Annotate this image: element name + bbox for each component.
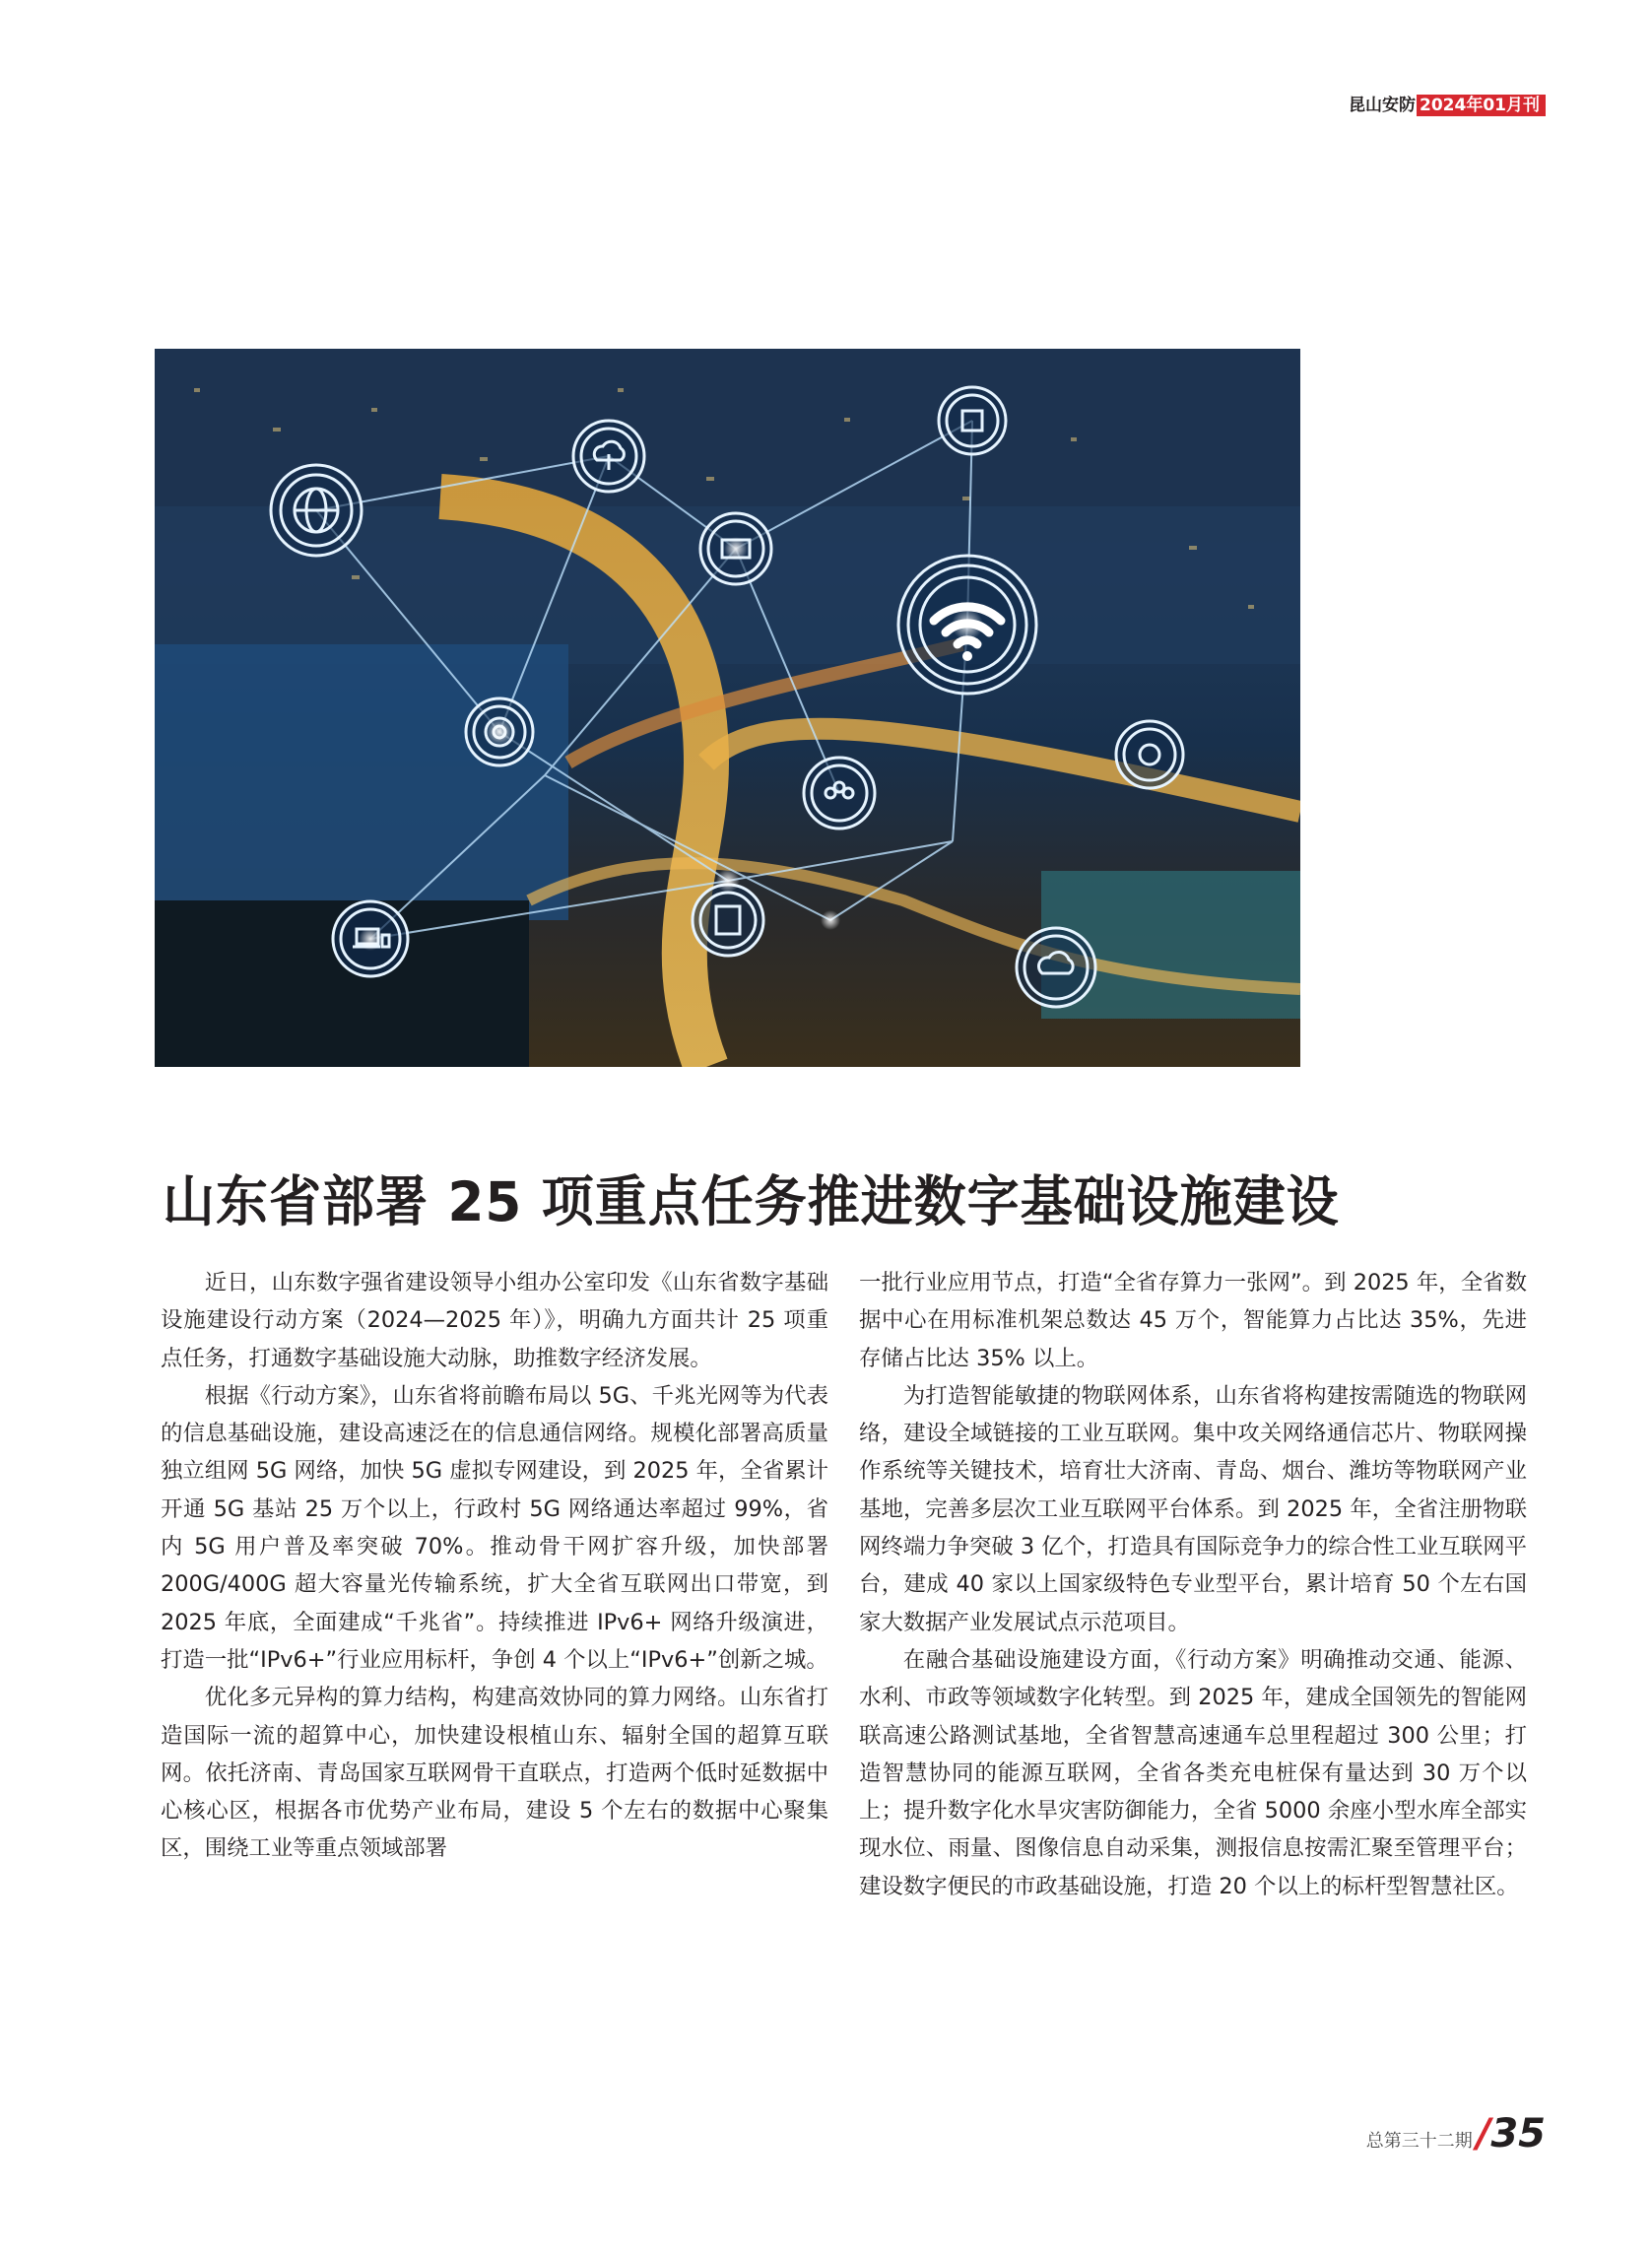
chip-node bbox=[939, 387, 1006, 454]
article-body-right-column bbox=[859, 1264, 1527, 1905]
globe-node bbox=[271, 465, 362, 556]
paragraph: 根据《行动方案》，山东省将前瞻布局以 5G、千兆光网等为代表的信息基础设施，建设高速泛在的信息通信网络。规模化部署高质量独立组网 5G 网络，加快 5G 虚拟专网建设，到 2025 年，全省累计开通 5G 基站 25 万个以上，行政村 5G 网络通达率超过 99%，省内 5G 用户普及率突破 70%。推动骨干网扩容升级，加快部署 200G/400G 超大容量光传输系统，扩大全省互联网出口带宽，到 2025 年底，全面建成“千兆省”。持续推进 IPv6+ 网络升级演进，打造一批“IPv6+”行业应用标杆，争创 4 个以上“IPv6+”创新之城。 bbox=[161, 1382, 828, 1673]
hero-image bbox=[155, 349, 1300, 1067]
people-node bbox=[804, 758, 875, 829]
page-footer bbox=[1366, 2111, 1546, 2157]
paragraph: 为打造智能敏捷的物联网体系，山东省将构建按需随选的物联网络，建设全域链接的工业互联网。集中攻关网络通信芯片、物联网操作系统等关键技术，培育壮大济南、青岛、烟台、潍坊等物联网产业基地，完善多层次工业互联网平台体系。到 2025 年，全省注册物联网终端力争突破 3 亿个，打造具有国际竞争力的综合性工业互联网平台，建成 40 家以上国家级特色专业型平台，累计培育 50 个左右国家大数据产业发展试点示范项目。 bbox=[859, 1382, 1527, 1635]
paragraph: 在融合基础设施建设方面，《行动方案》明确推动交通、能源、水利、市政等领域数字化转型。到 2025 年，建成全国领先的智能网联高速公路测试基地，全省智慧高速通车总里程超过 300 公里；打造智慧协同的能源互联网，全省各类充电桩保有量达到 30 万个以上；提升数字化水旱灾害防御能力，全省 5000 余座小型水库全部实现水位、雨量、图像信息自动采集，测报信息按需汇聚至管理平台；建设数字便民的市政基础设施，打造 20 个以上的标杆型智慧社区。 bbox=[859, 1646, 1527, 1899]
issue-series: 总第三十二期 bbox=[1365, 2131, 1473, 2152]
issue-badge: 2024年01月刊 bbox=[1417, 95, 1546, 116]
gear-node bbox=[1116, 721, 1183, 788]
paragraph: 近日，山东数字强省建设领导小组办公室印发《山东省数字基础设施建设行动方案（2024—2025 年）》，明确九方面共计 25 项重点任务，打通数字基础设施大动脉，助推数字经济发展。 bbox=[161, 1270, 828, 1371]
cloud-upload-node bbox=[573, 421, 644, 492]
cloud-sync-node bbox=[1017, 928, 1095, 1007]
network-city-illustration bbox=[155, 349, 1300, 1067]
paragraph-continued: 一批行业应用节点，打造“全省存算力一张网”。到 2025 年，全省数据中心在用标准机架总数达 45 万个，智能算力占比达 35%，先进存储占比达 35% 以上。 bbox=[859, 1270, 1527, 1371]
page-number: 35 bbox=[1490, 2111, 1546, 2157]
article-body-left-column bbox=[161, 1264, 828, 1868]
paragraph: 优化多元异构的算力结构，构建高效协同的算力网络。山东省打造国际一流的超算中心，加快建设根植山东、辐射全国的超算互联网。依托济南、青岛国家互联网骨干直联点，打造两个低时延数据中心核心区，根据各市优势产业布局，建设 5 个左右的数据中心聚集区，围绕工业等重点领域部署 bbox=[161, 1685, 828, 1862]
article-title: 山东省部署 25 项重点任务推进数字基础设施建设 bbox=[163, 1170, 1340, 1234]
running-header bbox=[1349, 95, 1546, 116]
document-node bbox=[693, 885, 763, 956]
slash-divider: / bbox=[1476, 2111, 1491, 2157]
publication-name: 昆山安防 bbox=[1349, 96, 1417, 115]
